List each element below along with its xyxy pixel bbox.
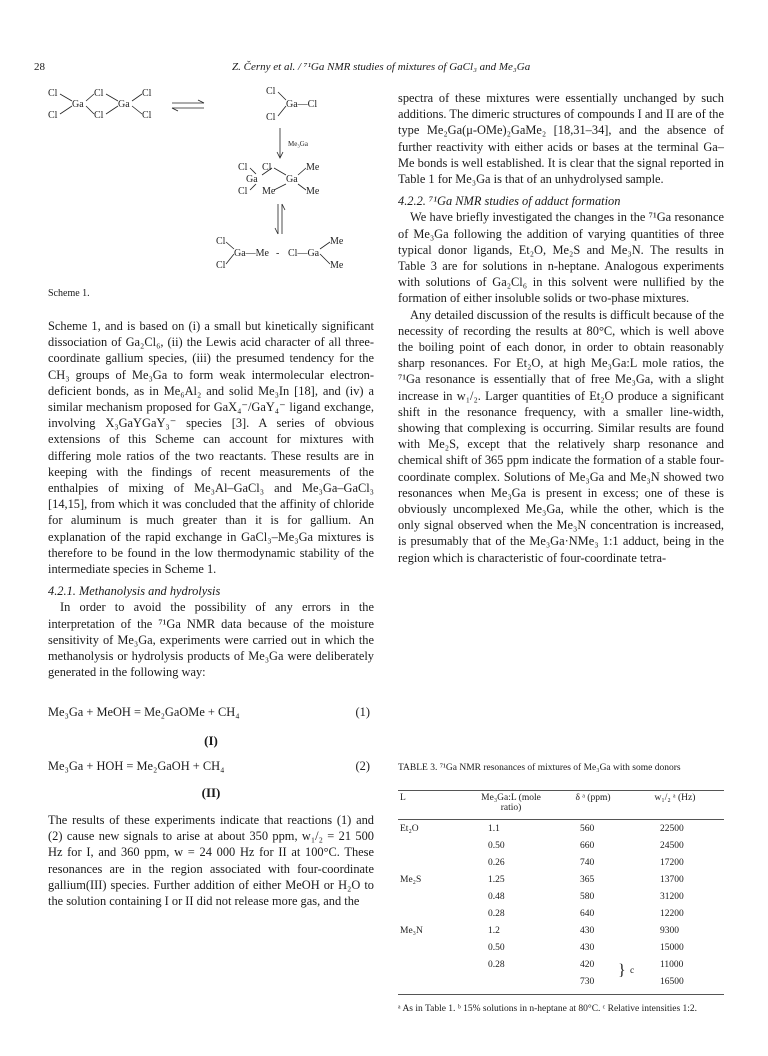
svg-text:Ga: Ga [246, 174, 258, 185]
table-cell-r1-c2: 660 [580, 841, 595, 851]
table-cell-r1-c3: 24500 [660, 841, 684, 851]
equation-1 [48, 705, 374, 720]
table-header-shift: δ ᵃ (ppm) [575, 793, 611, 803]
svg-text:Me: Me [262, 186, 276, 197]
table-cell-r0-c1: 1.1 [488, 824, 500, 834]
svg-text:Cl—Ga: Cl—Ga [288, 248, 320, 259]
table-header-rule [398, 819, 724, 820]
left-paragraph-2: In order to avoid the possibility of any errors in the interpretation of the ⁷¹Ga NMR data because of the moisture sensitivity of Me₃Ga, experiments were carried out in which the methanolysis or hydrolysis products of Me₃Ga were deliberately generated in the following way: [48, 600, 374, 680]
svg-text:Me₃Ga: Me₃Ga [288, 140, 308, 148]
svg-text:-: - [276, 248, 280, 259]
table-cell-r1-c1: 0.50 [488, 841, 505, 851]
equation-2 [48, 759, 374, 774]
table-cell-r4-c1: 0.48 [488, 892, 505, 902]
table-bottom-rule [398, 994, 724, 995]
table-3-footnote: ᵃ As in Table 1. ᵇ 15% solutions in n-heptane at 80°C. ᶜ Relative intensities 1:2. [398, 1004, 698, 1014]
table-cell-r3-c0: Me₂S [400, 875, 422, 885]
left-paragraph-1: Scheme 1, and is based on (i) a small but kinetically significant dissociation of Ga₂Cl₆, (ii) the Lewis acid character of all three-coordinate gallium species, (iii) the presumed tendency for the CH₃ groups of Me₃Ga to form weak intermolecular electron-deficient bonds, as in Me₆Al₂ and solid Me₃In [18], and (iv) a similar mechanism proposed for GaX₄⁻/GaY₄⁻ ligand exchange, involving X₃GaYGaY₃⁻ species [3]. A series of obvious extensions of this Scheme can account for mixtures with differing mole ratios of the two reactants. These results are in keeping with the findings of recent measurements of the enthalpies of mixing of Me₃Al–GaCl₃ and Me₃Ga–GaCl₃ [14,15], from which it was concluded that the affinity of chloride for aluminum is much greater than it is for gallium. An explanation of the rapid exchange in GaCl₃–Me₃Ga mixtures is therefore to be found in the low thermodynamic stability of the intermediate species in Scheme 1. [48, 319, 374, 577]
table-cell-r2-c3: 17200 [660, 858, 684, 868]
table-cell-r5-c3: 12200 [660, 909, 684, 919]
right-paragraph-3: Any detailed discussion of the results is difficult because of the necessity of recording the results at 80°C, which is well above the boiling point of each donor, in order to obtain reasonably sharp resonances. For Et₂O, at high Me₃Ga:L mole ratios, the ⁷¹Ga resonance is essentially that of free Me₃Ga, with a slight increase in w₁/₂. Larger quantities of Et₂O produce a significant shift in the resonance frequency, with a smaller line-width, showing that complexing is occurring. Similar results are found with Me₂S, except that the relatively sharp resonance and chemical shift of 365 ppm indicate the formation of a stable four-coordinate complex. Solutions of Me₃Ga and Me₃N showed two resonances when Me₃Ga is present in excess; one of these is obviously uncomplexed Me₃Ga, while the other, which is the only signal observed when the Me₃N concentration is increased, is presumably that of the Me₃Ga·NMe₃ 1:1 adduct, being in the region which is characteristic of four-coordinate tetra- [398, 307, 724, 565]
svg-text:Cl: Cl [94, 110, 104, 121]
table-cell-r5-c2: 640 [580, 909, 595, 919]
equation-1-text: Me₃Ga + MeOH = Me₂GaOMe + CH₄ [48, 705, 240, 719]
table-cell-r4-c2: 580 [580, 892, 595, 902]
scheme-1-diagram [48, 86, 378, 296]
table-cell-r4-c3: 31200 [660, 892, 684, 902]
scheme-caption: Scheme 1. [48, 288, 90, 299]
equation-2-text: Me₃Ga + HOH = Me₂GaOH + CH₄ [48, 759, 225, 773]
svg-text:Ga: Ga [118, 99, 130, 110]
running-title: Z. Černy et al. / ⁷¹Ga NMR studies of mixtures of GaCl₃ and Me₃Ga [232, 61, 531, 73]
table-cell-r3-c2: 365 [580, 875, 595, 885]
table-cell-r6-c1: 1.2 [488, 926, 500, 936]
table-cell-r7-c2: 430 [580, 943, 595, 953]
svg-text:Cl: Cl [48, 110, 58, 121]
svg-text:Ga: Ga [72, 99, 84, 110]
svg-text:Me: Me [330, 236, 344, 247]
left-column [48, 318, 374, 680]
svg-text:Cl: Cl [266, 112, 276, 123]
svg-text:Cl: Cl [48, 88, 58, 99]
table-cell-r7-c1: 0.50 [488, 943, 505, 953]
table-cell-r7-c3: 15000 [660, 943, 684, 953]
right-column [398, 90, 724, 566]
svg-text:Me: Me [330, 260, 344, 271]
table-3 [398, 790, 724, 995]
svg-text:Cl: Cl [262, 162, 272, 173]
table-cell-r6-c2: 430 [580, 926, 595, 936]
svg-text:Ga: Ga [286, 174, 298, 185]
table-3-caption: TABLE 3. ⁷¹Ga NMR resonances of mixtures of Me₃Ga with some donors [398, 763, 681, 773]
section-heading-4-2-2: 4.2.2. ⁷¹Ga NMR studies of adduct formation [398, 194, 621, 209]
table-cell-r0-c0: Et₂O [400, 824, 419, 834]
equation-2-number: (2) [355, 759, 370, 773]
right-paragraph-1: spectra of these mixtures were essentially unchanged by such additions. The dimeric structures of compounds I and II are of the type Me₂Ga(μ-OMe)₂GaMe₂ [18,31–34], and the absence of further reactivity with either acids or bases at the terminal Ga–Me bonds is well established. It is clear that the signal reported in Table 1 for Me₃Ga is that of an unhydrolysed sample. [398, 91, 724, 187]
table-cell-r8-c1: 0.28 [488, 960, 505, 970]
svg-text:Cl: Cl [142, 110, 152, 121]
table-cell-r0-c3: 22500 [660, 824, 684, 834]
svg-text:Me: Me [306, 186, 320, 197]
compound-label-I: (I) [204, 733, 218, 748]
table-cell-r0-c2: 560 [580, 824, 595, 834]
table-cell-r3-c1: 1.25 [488, 875, 505, 885]
left-paragraph-3: The results of these experiments indicate that reactions (1) and (2) cause new signals to arise at about 350 ppm, w₁/₂ = 21 500 Hz for I, and 360 ppm, w = 24 000 Hz for II at 100°C. These resonances are in the region associated with four-coordinate gallium(III) species. Further addition of either MeOH or H₂O to the solution containing I or II did not release more gas, and the [48, 813, 374, 909]
svg-text:Ga—Me: Ga—Me [234, 248, 269, 259]
table-cell-r8-c3: 11000 [660, 960, 684, 970]
table-cell-r6-c0: Me₃N [400, 926, 423, 936]
table-top-rule [398, 790, 724, 791]
compound-label-II: (II) [201, 785, 221, 800]
table-cell-r6-c3: 9300 [660, 926, 679, 936]
svg-text:Cl: Cl [238, 186, 248, 197]
table-cell-r2-c1: 0.26 [488, 858, 505, 868]
svg-text:Cl: Cl [216, 260, 226, 271]
table-header-ligand: L [400, 793, 406, 803]
table-header-ratio: Me₃Ga:L (mole ratio) [481, 793, 541, 813]
equation-1-number: (1) [355, 705, 370, 719]
svg-text:Cl: Cl [94, 88, 104, 99]
svg-text:Cl: Cl [266, 86, 276, 97]
section-heading-4-2-1: 4.2.1. Methanolysis and hydrolysis [48, 584, 221, 599]
left-column-bottom [48, 812, 374, 909]
svg-text:Me: Me [306, 162, 320, 173]
right-paragraph-2: We have briefly investigated the changes in the ⁷¹Ga resonance of Me₃Ga following the addition of varying quantities of three typical donor ligands, Et₂O, Me₂S and Me₃N. The results in Table 3 are for solutions in n-heptane. Analogous experiments with solutions of Ga₂Cl₆ in this solvent were nullified by the formation of either insoluble solids or two-phase mixtures. [398, 210, 724, 306]
svg-text:Cl: Cl [216, 236, 226, 247]
svg-text:Ga—Cl: Ga—Cl [286, 99, 318, 110]
table-brace: } [618, 962, 626, 979]
svg-text:Cl: Cl [238, 162, 248, 173]
table-cell-r5-c1: 0.28 [488, 909, 505, 919]
table-cell-r9-c2: 730 [580, 977, 595, 987]
table-cell-r9-c3: 16500 [660, 977, 684, 987]
table-cell-r3-c3: 13700 [660, 875, 684, 885]
page-number: 28 [34, 61, 45, 73]
table-brace-label: c [630, 966, 635, 976]
svg-text:Cl: Cl [142, 88, 152, 99]
table-cell-r8-c2: 420 [580, 960, 595, 970]
table-cell-r2-c2: 740 [580, 858, 595, 868]
table-header-linewidth: w₁/₂ ᵃ (Hz) [654, 793, 696, 803]
